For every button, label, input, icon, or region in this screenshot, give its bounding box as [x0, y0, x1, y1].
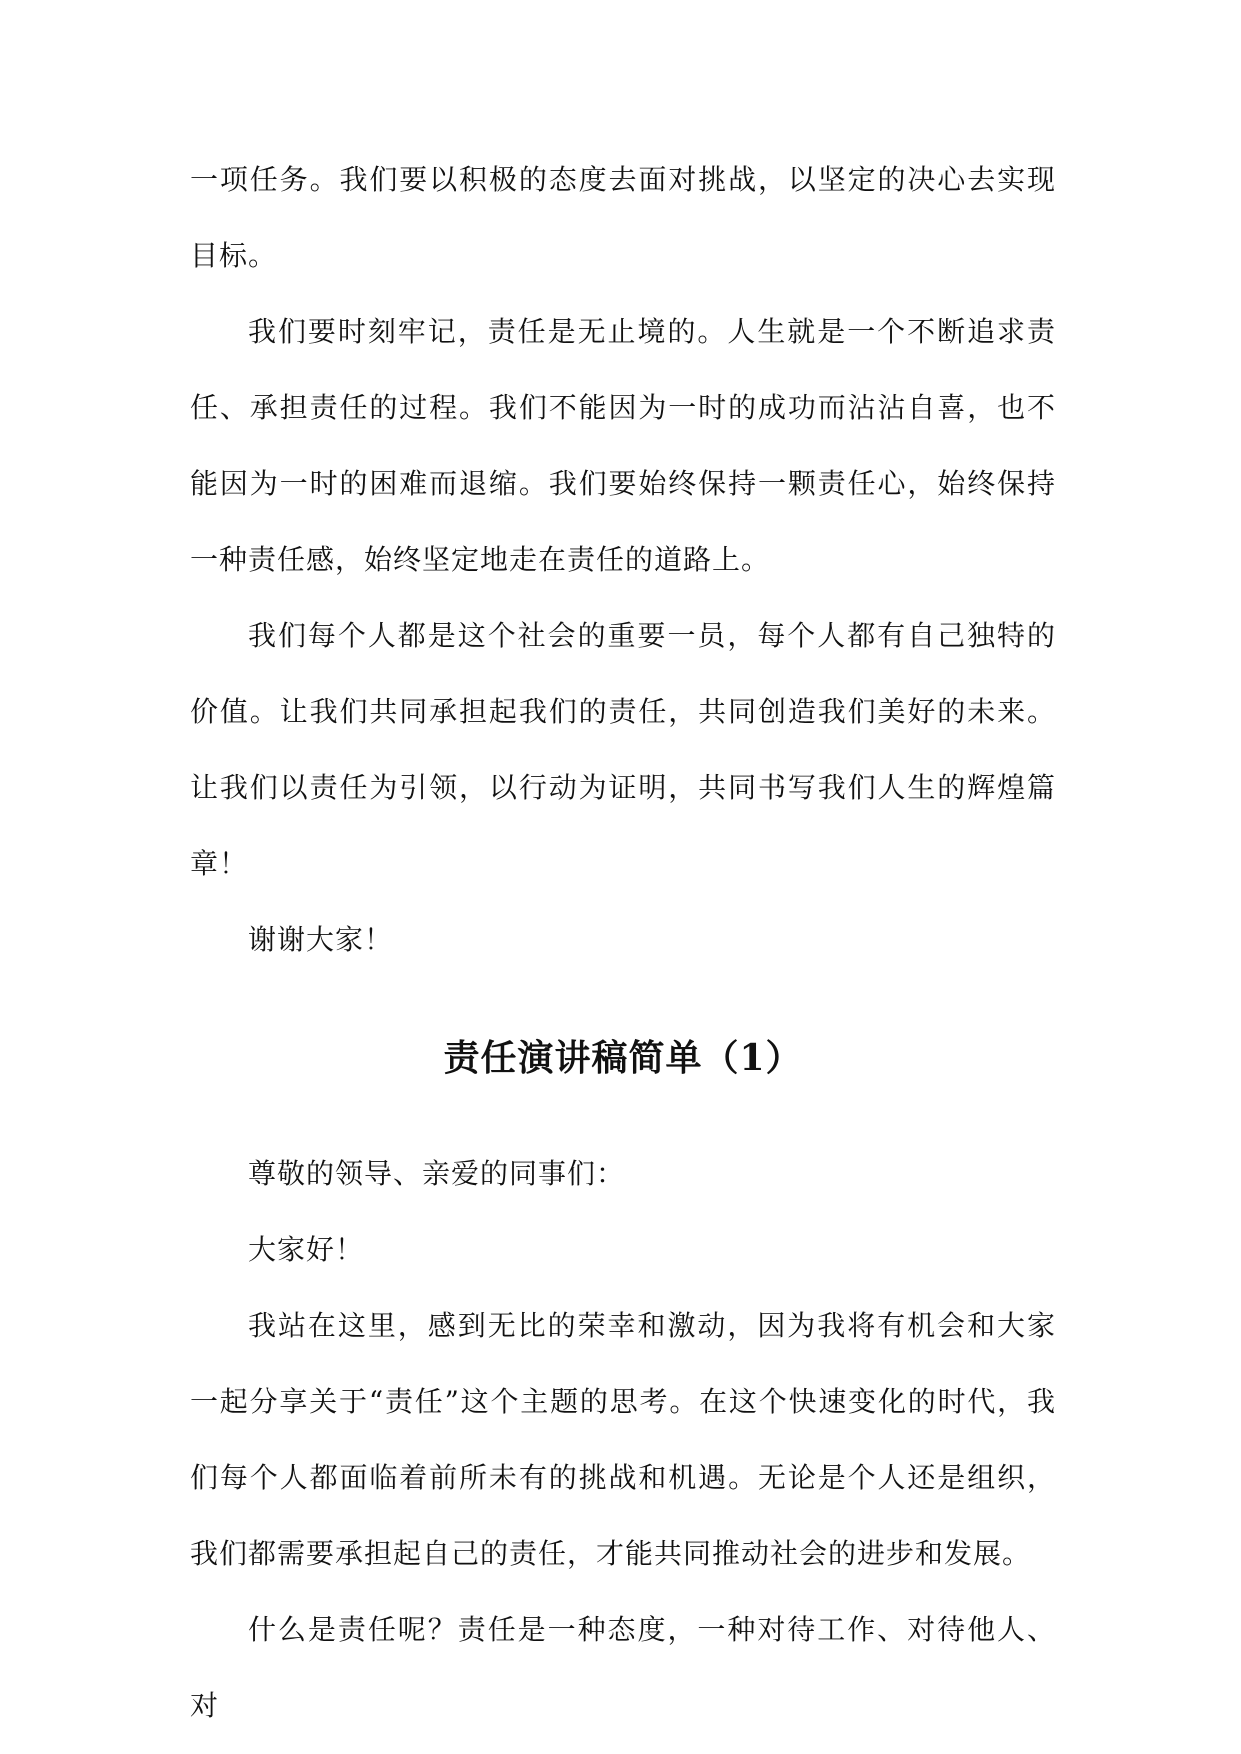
- paragraph-greeting-salutation: 尊敬的领导、亲爱的同事们：: [248, 1157, 626, 1190]
- paragraph-responsibility-endless: 我们要时刻牢记，责任是无止境的。人生就是一个不断追求责任、承担责任的过程。我们不能因为一时的成功而沾沾自喜，也不能因为一时的困难而退缩。我们要始终保持一颗责任心，始终保持一种责任感，始终坚定地走在责任的道路上。: [190, 315, 1056, 576]
- document-body: [190, 142, 1056, 1744]
- paragraph-society-member: 我们每个人都是这个社会的重要一员，每个人都有自己独特的价值。让我们共同承担起我们的责任，共同创造我们美好的未来。让我们以责任为引领，以行动为证明，共同书写我们人生的辉煌篇章！: [190, 619, 1056, 880]
- paragraph-continuation: 一项任务。我们要以积极的态度去面对挑战，以坚定的决心去实现目标。: [190, 163, 1056, 272]
- section-title: 责任演讲稿简单（1）: [443, 1037, 803, 1079]
- paragraph-what-is-responsibility: 什么是责任呢？责任是一种态度，一种对待工作、对待他人、对: [190, 1613, 1056, 1722]
- paragraph-greeting-hello: 大家好！: [248, 1233, 365, 1266]
- paragraph-thanks: 谢谢大家！: [248, 923, 394, 956]
- paragraph-intro: 我站在这里，感到无比的荣幸和激动，因为我将有机会和大家一起分享关于“责任”这个主题的思考。在这个快速变化的时代，我们每个人都面临着前所未有的挑战和机遇。无论是个人还是组织，我们都需要承担起自己的责任，才能共同推动社会的进步和发展。: [190, 1309, 1056, 1570]
